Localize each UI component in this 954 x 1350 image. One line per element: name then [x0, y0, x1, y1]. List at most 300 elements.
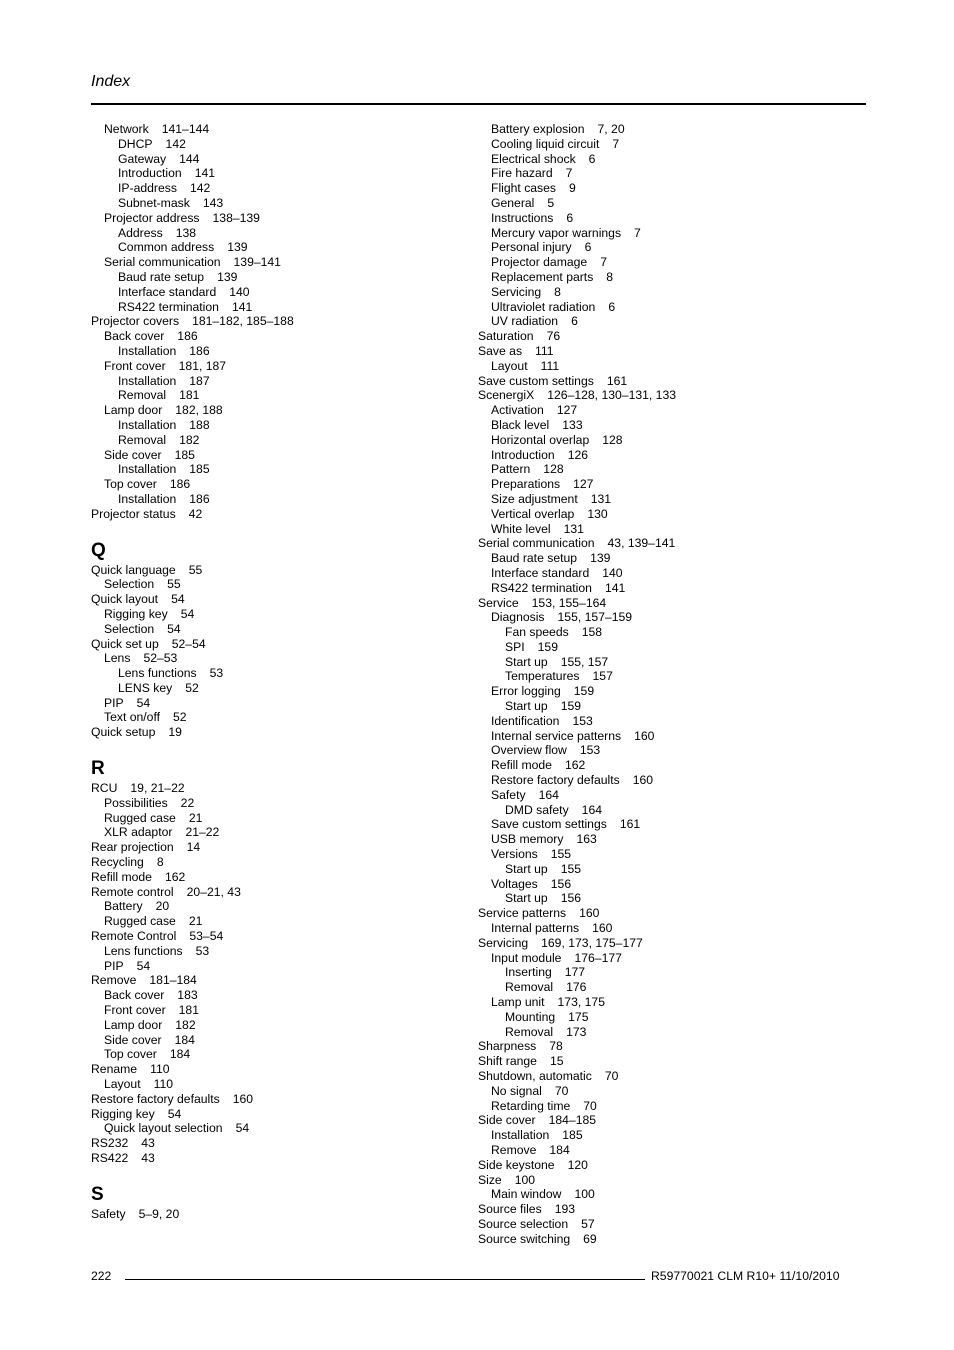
index-term: Identification	[491, 713, 560, 728]
index-entry	[478, 181, 838, 196]
index-entry	[91, 418, 451, 433]
index-term: Remove	[91, 973, 137, 988]
index-page-ref: 159	[537, 639, 558, 654]
index-term: Projector status	[91, 506, 176, 521]
index-entry	[478, 936, 838, 951]
index-page-ref: 69	[583, 1231, 597, 1246]
index-entry	[478, 551, 838, 566]
index-entry	[91, 563, 451, 578]
index-entry	[91, 403, 451, 418]
index-term: Service patterns	[478, 906, 567, 921]
index-page-ref: 120	[567, 1157, 588, 1172]
index-entry	[91, 725, 451, 740]
index-term: RS422	[91, 1151, 129, 1165]
index-term: Service	[478, 595, 519, 610]
index-entry	[91, 607, 451, 622]
index-page-ref: 54	[167, 621, 181, 636]
index-page-ref: 21	[188, 914, 203, 929]
index-term: Cooling liquid circuit	[491, 136, 600, 151]
index-term: Back cover	[104, 988, 165, 1003]
index-entry	[478, 255, 838, 270]
index-entry	[91, 329, 451, 344]
index-term: Top cover	[104, 1047, 157, 1062]
index-page-ref: 155	[560, 861, 582, 876]
index-page-ref: 128	[543, 462, 564, 477]
index-term: IP-address	[118, 181, 177, 196]
index-term: General	[491, 195, 535, 210]
index-term: Size adjustment	[491, 491, 578, 506]
index-entry	[91, 870, 451, 885]
index-entry	[91, 959, 451, 974]
index-entry	[478, 1217, 838, 1232]
index-entry	[478, 832, 838, 847]
index-entry	[478, 1158, 838, 1173]
index-page-ref: 164	[581, 802, 603, 817]
index-page-ref: 53–54	[189, 929, 224, 944]
index-entry	[91, 359, 451, 374]
index-entry	[91, 507, 451, 522]
index-page-ref: 127	[573, 477, 594, 492]
index-entry	[478, 669, 838, 684]
index-term: Horizontal overlap	[491, 432, 590, 447]
index-term: Installation	[118, 491, 177, 506]
index-term: Servicing	[491, 284, 542, 299]
index-term: Installation	[118, 417, 177, 432]
index-page-ref: 187	[189, 373, 210, 388]
index-term: Projector damage	[491, 255, 588, 270]
index-entry	[478, 166, 838, 181]
index-entry	[91, 651, 451, 666]
index-term: Rigging key	[104, 606, 168, 621]
index-entry	[478, 891, 838, 906]
index-entry	[91, 226, 451, 241]
index-page-ref: 15	[549, 1054, 564, 1069]
index-term: Fire hazard	[491, 166, 553, 181]
index-page-ref: 55	[188, 562, 203, 577]
index-term: Baud rate setup	[118, 269, 205, 284]
index-term: Source switching	[478, 1231, 571, 1246]
index-entry	[91, 796, 451, 811]
index-entry	[478, 906, 838, 921]
index-term: UV radiation	[491, 314, 559, 329]
index-page-ref: 9	[569, 181, 576, 196]
index-entry	[91, 285, 451, 300]
index-entry	[478, 329, 838, 344]
index-entry	[478, 137, 838, 152]
index-term: DMD safety	[505, 802, 569, 817]
index-page-ref: 161	[619, 817, 641, 832]
index-page-ref: 54	[136, 958, 151, 973]
index-term: No signal	[491, 1083, 542, 1098]
index-page-ref: 57	[581, 1216, 595, 1231]
index-term: Quick layout selection	[104, 1121, 223, 1136]
index-section-letter: R	[91, 758, 105, 780]
index-page-ref: 182	[179, 432, 200, 447]
index-term: Serial communication	[104, 255, 221, 270]
index-section-letter: S	[91, 1183, 104, 1205]
index-page-ref: 181–184	[149, 973, 197, 988]
index-page-ref: 141–144	[161, 122, 210, 136]
index-term: USB memory	[491, 832, 564, 847]
index-term: Diagnosis	[491, 610, 545, 625]
index-term: Rugged case	[104, 914, 176, 929]
index-page-ref: 20	[155, 899, 170, 914]
index-term: Lens functions	[104, 943, 183, 958]
index-entry	[91, 592, 451, 607]
index-entry	[478, 388, 838, 403]
index-entry	[478, 403, 838, 418]
index-entry	[478, 995, 838, 1010]
index-entry	[478, 862, 838, 877]
index-page-ref: 5–9, 20	[138, 1206, 180, 1221]
index-term: Layout	[104, 1077, 141, 1092]
index-entry	[478, 462, 838, 477]
index-page-ref: 158	[581, 625, 603, 640]
index-entry	[91, 374, 451, 389]
index-term: Overview flow	[491, 743, 567, 758]
index-term: Recycling	[91, 855, 144, 870]
index-page-ref: 181	[178, 1003, 199, 1018]
index-entry	[91, 1018, 451, 1033]
header-divider	[91, 103, 866, 105]
index-entry	[91, 211, 451, 226]
index-term: Save custom settings	[491, 817, 607, 832]
index-entry	[478, 374, 838, 389]
index-term: Installation	[491, 1128, 550, 1143]
index-term: Projector address	[104, 210, 200, 225]
index-term: Shutdown, automatic	[478, 1069, 592, 1083]
index-entry	[478, 226, 838, 241]
index-page-ref: 184	[549, 1142, 570, 1157]
index-page-ref: 155	[550, 847, 572, 862]
index-entry	[478, 433, 838, 448]
index-page-ref: 6	[571, 314, 578, 329]
index-page-ref: 6	[588, 151, 596, 166]
index-entry	[478, 492, 838, 507]
index-entry	[478, 596, 838, 611]
index-term: Remote Control	[91, 929, 177, 944]
index-term: Selection	[104, 621, 155, 636]
index-term: Lamp door	[104, 1017, 163, 1032]
index-term: Side cover	[478, 1113, 536, 1128]
index-page-ref: 111	[540, 358, 560, 373]
index-entry	[478, 817, 838, 832]
index-entry	[478, 211, 838, 226]
index-term: Interface standard	[118, 284, 217, 299]
index-page-ref: 53	[209, 666, 224, 681]
index-term: Gateway	[118, 151, 167, 166]
index-page-ref: 176	[566, 980, 587, 995]
index-term: Start up	[505, 654, 548, 669]
index-entry	[478, 1202, 838, 1217]
index-page-ref: 42	[188, 506, 203, 521]
index-term: Removal	[118, 388, 167, 403]
index-term: Possibilities	[104, 795, 168, 810]
index-term: Replacement parts	[491, 269, 594, 284]
index-term: Saturation	[478, 329, 534, 344]
index-term: Retarding time	[491, 1098, 571, 1113]
index-page-ref: 54	[136, 695, 151, 710]
index-entry	[91, 899, 451, 914]
index-term: Rename	[91, 1062, 138, 1077]
index-page-ref: 141	[194, 166, 216, 181]
index-entry	[478, 980, 838, 995]
index-entry	[478, 536, 838, 551]
index-page-ref: 164	[538, 787, 559, 802]
index-term: Side cover	[104, 1032, 162, 1047]
index-page-ref: 133	[562, 417, 583, 432]
index-entry	[478, 699, 838, 714]
index-term: Battery explosion	[491, 122, 585, 136]
index-page-ref: 181, 187	[178, 358, 227, 373]
index-page-ref: 14	[186, 840, 201, 855]
index-page-ref: 139	[590, 551, 611, 566]
index-entry	[478, 921, 838, 936]
index-entry	[91, 344, 451, 359]
index-term: Personal injury	[491, 240, 572, 255]
index-entry	[478, 566, 838, 581]
index-term: White level	[491, 521, 551, 536]
index-page-ref: 8	[606, 269, 614, 284]
index-page-ref: 54	[180, 606, 195, 621]
index-entry	[478, 196, 838, 211]
index-term: Mounting	[505, 1009, 556, 1024]
index-page-ref: 138–139	[212, 210, 260, 225]
index-term: Network	[104, 122, 149, 136]
index-page-ref: 173, 175	[557, 995, 605, 1010]
index-term: RS232	[91, 1136, 129, 1151]
index-entry	[478, 847, 838, 862]
footer-document-reference: R59770021 CLM R10+ 11/10/2010	[651, 1269, 840, 1283]
index-page-ref: 110	[153, 1077, 174, 1092]
index-term: Serial communication	[478, 536, 595, 551]
index-entry	[478, 1128, 838, 1143]
index-page-ref: 159	[560, 699, 582, 714]
index-term: Rear projection	[91, 840, 174, 855]
index-entry	[478, 788, 838, 803]
index-term: Source selection	[478, 1216, 569, 1231]
index-page-ref: 7, 20	[597, 122, 625, 136]
index-page-ref: 127	[556, 403, 578, 418]
index-page-ref: 126–128, 130–131, 133	[547, 388, 677, 403]
index-term: Black level	[491, 417, 550, 432]
index-term: Flight cases	[491, 181, 557, 196]
index-entry	[91, 1033, 451, 1048]
index-entry	[91, 166, 451, 181]
index-term: Start up	[505, 861, 548, 876]
index-entry	[91, 314, 451, 329]
index-term: DHCP	[118, 136, 153, 151]
index-term: Inserting	[505, 965, 552, 980]
index-term: Input module	[491, 950, 562, 965]
index-entry	[478, 803, 838, 818]
index-entry	[91, 433, 451, 448]
index-entry	[91, 577, 451, 592]
index-entry	[478, 684, 838, 699]
index-entry	[91, 255, 451, 270]
index-term: SPI	[505, 639, 525, 654]
index-page-ref: 175	[568, 1009, 589, 1024]
index-term: Baud rate setup	[491, 551, 578, 566]
index-page-ref: 43	[141, 1151, 155, 1165]
index-page-ref: 140	[229, 284, 250, 299]
index-page-ref: 186	[189, 491, 210, 506]
index-term: Projector covers	[91, 314, 180, 329]
index-term: Installation	[118, 462, 177, 477]
index-term: Back cover	[104, 329, 165, 344]
index-term: Sharpness	[478, 1039, 537, 1054]
index-page-ref: 141	[231, 299, 253, 314]
index-page-ref: 186	[169, 477, 191, 492]
index-entry	[478, 122, 838, 137]
index-entry	[91, 196, 451, 211]
index-entry	[91, 855, 451, 870]
index-entry	[478, 640, 838, 655]
index-term: Removal	[118, 432, 167, 447]
index-page-ref: 161	[606, 373, 628, 388]
index-page-ref: 43, 139–141	[607, 536, 676, 551]
index-term: Remote control	[91, 884, 174, 899]
index-term: Selection	[104, 577, 155, 592]
index-entry	[91, 929, 451, 944]
index-entry	[478, 152, 838, 167]
index-page-ref: 52–53	[143, 651, 178, 666]
index-term: Refill mode	[491, 758, 552, 773]
index-page-ref: 188	[189, 417, 210, 432]
index-term: Battery	[104, 899, 143, 914]
index-entry	[478, 240, 838, 255]
index-page-ref: 183	[177, 988, 198, 1003]
index-entry	[478, 758, 838, 773]
index-term: Safety	[491, 787, 526, 802]
index-term: Quick language	[91, 562, 176, 577]
index-page-ref: 20–21, 43	[186, 884, 241, 899]
index-entry	[91, 152, 451, 167]
index-term: Rigging key	[91, 1106, 155, 1121]
index-page-ref: 156	[560, 891, 582, 906]
index-page-ref: 185	[189, 462, 210, 477]
index-page-ref: 52	[173, 710, 187, 725]
index-page-ref: 182, 188	[175, 403, 223, 418]
index-term: Restore factory defaults	[91, 1091, 220, 1106]
index-entry	[91, 637, 451, 652]
index-page-ref: 70	[604, 1069, 619, 1083]
index-entry	[478, 729, 838, 744]
index-term: Installation	[118, 373, 177, 388]
index-entry	[91, 840, 451, 855]
index-entry	[91, 988, 451, 1003]
index-entry	[91, 666, 451, 681]
index-term: Preparations	[491, 477, 561, 492]
index-entry	[478, 1039, 838, 1054]
index-entry	[478, 507, 838, 522]
index-term: Subnet-mask	[118, 195, 190, 210]
index-page-ref: 144	[179, 151, 200, 166]
index-entry	[478, 1187, 838, 1202]
index-entry	[91, 1151, 451, 1166]
index-term: Installation	[118, 343, 177, 358]
index-page-ref: 143	[202, 195, 224, 210]
index-term: Ultraviolet radiation	[491, 299, 596, 314]
index-term: Mercury vapor warnings	[491, 225, 622, 240]
index-term: Temperatures	[505, 669, 580, 684]
index-term: Interface standard	[491, 565, 590, 580]
index-page-ref: 193	[554, 1202, 576, 1217]
index-page-ref: 100	[574, 1187, 595, 1202]
index-term: RS422 termination	[491, 580, 592, 595]
index-term: Versions	[491, 847, 538, 862]
index-term: RS422 termination	[118, 299, 219, 314]
index-term: Quick set up	[91, 636, 159, 651]
index-page-ref: 131	[563, 521, 584, 536]
index-entry	[478, 610, 838, 625]
index-page-ref: 130	[587, 506, 608, 521]
index-term: Electrical shock	[491, 151, 576, 166]
index-page-ref: 21–22	[185, 825, 220, 840]
index-entry	[91, 1077, 451, 1092]
index-term: PIP	[104, 695, 124, 710]
index-term: Pattern	[491, 462, 531, 477]
index-page-ref: 160	[632, 773, 654, 788]
index-entry	[91, 300, 451, 315]
index-term: Source files	[478, 1202, 542, 1217]
index-term: Shift range	[478, 1054, 537, 1069]
index-page-ref: 186	[189, 343, 210, 358]
index-page-ref: 185	[174, 447, 195, 462]
index-entry	[91, 1107, 451, 1122]
index-page-ref: 78	[549, 1039, 563, 1054]
index-page-ref: 139–141	[233, 255, 281, 270]
index-entry	[91, 1047, 451, 1062]
index-entry	[478, 314, 838, 329]
index-page-ref: 52	[185, 680, 199, 695]
index-entry	[91, 462, 451, 477]
index-page-ref: 159	[573, 684, 595, 699]
index-term: Front cover	[104, 1003, 166, 1018]
index-term: Internal service patterns	[491, 728, 622, 743]
index-page-ref: 182	[175, 1017, 196, 1032]
index-entry	[91, 1121, 451, 1136]
index-entry	[91, 1136, 451, 1151]
index-page-ref: 70	[554, 1083, 569, 1098]
index-page-ref: 6	[566, 210, 574, 225]
index-page-ref: 160	[232, 1091, 254, 1106]
index-entry	[91, 1207, 451, 1222]
index-page-ref: 7	[612, 136, 620, 151]
index-page-ref: 128	[602, 432, 623, 447]
index-term: Introduction	[118, 166, 182, 181]
index-term: Instructions	[491, 210, 554, 225]
index-entry	[91, 122, 451, 137]
index-page-ref: 153	[572, 713, 593, 728]
index-page-ref: 8	[156, 855, 164, 870]
index-page-ref: 6	[584, 240, 592, 255]
index-term: ScenergiX	[478, 388, 535, 403]
index-entry	[91, 781, 451, 796]
index-entry	[91, 696, 451, 711]
index-entry	[91, 181, 451, 196]
index-entry	[91, 137, 451, 152]
index-page-ref: 70	[583, 1098, 597, 1113]
index-term: Front cover	[104, 358, 166, 373]
index-entry	[91, 240, 451, 255]
index-page-ref: 142	[165, 136, 186, 151]
index-page-ref: 53	[195, 943, 210, 958]
page-header-title: Index	[91, 73, 131, 90]
index-page-ref: 100	[514, 1172, 536, 1187]
index-entry	[478, 1113, 838, 1128]
index-term: Lamp door	[104, 403, 163, 418]
